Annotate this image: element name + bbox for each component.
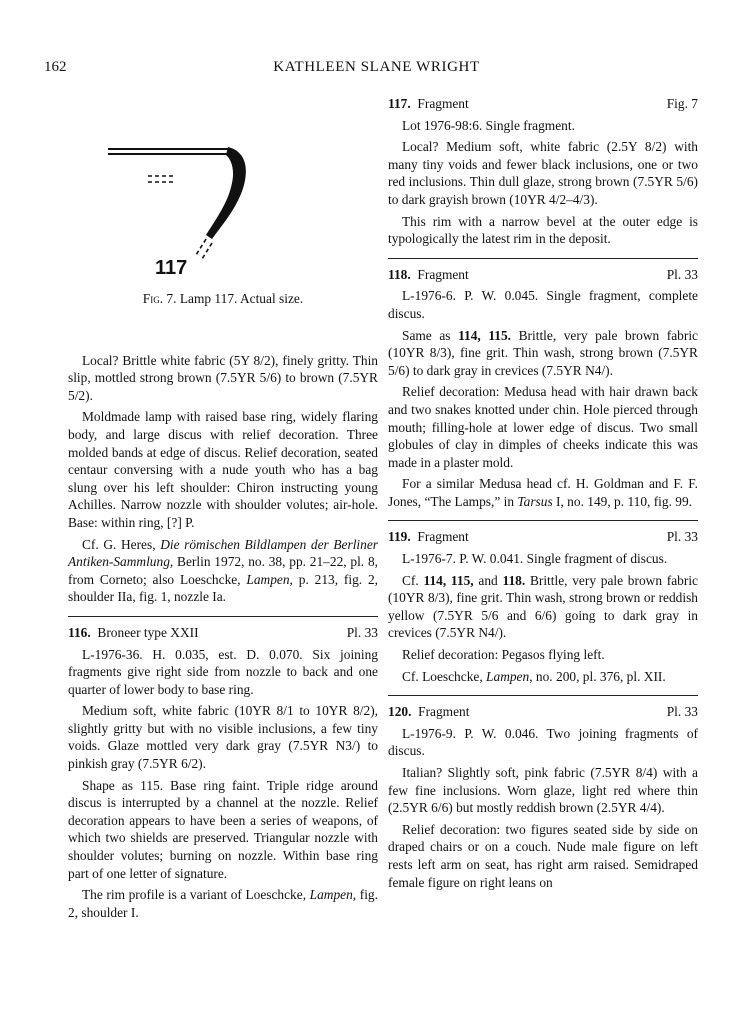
left-column — [68, 95, 378, 925]
entry-title: Fragment — [417, 529, 469, 545]
entry-divider — [388, 695, 698, 696]
entry-title: Fragment — [418, 704, 470, 720]
entry-number: 116. — [68, 624, 91, 640]
entry-number: 119. — [388, 529, 411, 545]
running-title: KATHLEEN SLANE WRIGHT — [273, 59, 480, 75]
lamp-profile-drawing — [108, 135, 248, 275]
entry-116-heading — [68, 624, 378, 642]
entry-120-inventory: L-1976-9. P. W. 0.046. Two joining fragments of discus. — [388, 725, 698, 759]
entry-118-heading — [388, 266, 698, 284]
entry-plate-ref: Pl. 33 — [666, 704, 698, 720]
entry-number: 117. — [388, 96, 411, 111]
entry-title: Fragment — [417, 96, 469, 111]
entry-title: Fragment — [417, 266, 469, 282]
entry-117-description: Local? Brittle white fabric (5Y 8/2), finely gritty. Thin slip, mottled strong brown (7.5YR 5/6) to brown (7.5YR 5/2). — [68, 352, 378, 403]
entry-plate-ref: Pl. 33 — [666, 266, 698, 282]
figure-number-label: 117 — [155, 257, 188, 279]
entry-118-inventory: L-1976-6. P. W. 0.045. Single fragment, complete discus. — [388, 288, 698, 321]
entry-119-heading — [388, 528, 698, 546]
entry-118-fabric: Same as 114, 115. Brittle, very pale brown fabric (10YR 8/3), fine grit. Thin wash, strong brown (7.5YR 5/6) to dark gray in crevices (7.5YR N4/). — [388, 327, 698, 378]
entry-title: Broneer type XXII — [97, 624, 199, 640]
entry-divider — [68, 616, 378, 617]
entry-118-decoration: Relief decoration: Medusa head with hair drawn back and two snakes knotted under chin. Hole pierced through mouth; filling-hole at lower edge of discus. Two small globules of clay in dimples of cheeks indicate this was made in a plaster mold. — [388, 384, 698, 470]
entry-117-lot: Lot 1976-98:6. Single fragment. — [402, 117, 575, 133]
entry-120-decoration: Relief decoration: two figures seated side by side on draped chairs or on a couch. Nude male figure on left rests left arm on seat, has right arm raised. Semidraped female figure on right leans on — [388, 821, 698, 890]
entry-117-decoration: Moldmade lamp with raised base ring, widely flaring body, and large discus with relief decoration. Three molded bands at edge of discus. Relief decoration, seated centaur conversing with a nude youth who has a bag slung over his left shoulder: Chiron instructing young Achilles. Narrow nozzle with shoulder volutes; air-hole. Base: within ring, [?] P. — [68, 409, 378, 530]
entry-117-rim: This rim with a narrow bevel at the outer edge is typologically the latest rim in the deposit. — [388, 213, 698, 247]
entry-plate-ref: Pl. 33 — [666, 529, 698, 545]
entry-118-references: For a similar Medusa head cf. H. Goldman and F. F. Jones, “The Lamps,” in Tarsus I, no. 149, p. 110, fig. 99. — [388, 476, 698, 509]
entry-figure-ref: Fig. 7 — [666, 96, 698, 111]
right-column — [388, 95, 698, 895]
entry-116-rim: The rim profile is a variant of Loeschcke, Lampen, fig. 2, shoulder I. — [68, 887, 378, 920]
entry-116-inventory: L-1976-36. H. 0.035, est. D. 0.070. Six joining fragments give right side from nozzle to back and one quarter of lower body to base ring. — [68, 646, 378, 697]
entry-119-decoration: Relief decoration: Pegasos flying left. — [402, 647, 605, 663]
entry-117-heading — [388, 95, 698, 113]
figure-caption — [68, 290, 378, 308]
entry-117-references: Cf. G. Heres, Die römischen Bildlampen der Berliner Antiken-Sammlung, Berlin 1972, no. 38, pp. 21–22, pl. 8, from Corneto; also Loeschcke, Lampen, p. 213, fig. 2, shoulder IIa, fig. 1, nozzle Ia. — [68, 536, 378, 605]
entry-divider — [388, 258, 698, 259]
figure-7 — [68, 95, 378, 282]
entry-120-fabric: Italian? Slightly soft, pink fabric (7.5YR 8/4) with a few fine inclusions. Worn glaze, light red where thin (2.5YR 6/6) but mostly reddish brown (2.5YR 4/4). — [388, 765, 698, 816]
entry-divider — [388, 520, 698, 521]
entry-117-fabric: Local? Medium soft, white fabric (2.5Y 8/2) with many tiny voids and fewer black inclusions, one or two red inclusions. Thin dull glaze, strong brown (7.5YR 5/6) to dark grayish brown (10YR 4/2–4/3). — [388, 139, 698, 207]
page-number: 162 — [44, 59, 67, 75]
entry-119-fabric: Cf. 114, 115, and 118. Brittle, very pale brown fabric (10YR 8/3), fine grit. Thin wash, strong brown or reddish yellow (7.5YR 5/6 and 6/6) going to dark gray in crevices (7.5YR N4/). — [388, 572, 698, 641]
entry-number: 120. — [388, 704, 412, 720]
entry-119-references: Cf. Loeschcke, Lampen, no. 200, pl. 376, pl. XII. — [402, 668, 666, 684]
entry-plate-ref: Pl. 33 — [346, 624, 378, 640]
entry-number: 118. — [388, 266, 411, 282]
entry-116-fabric: Medium soft, white fabric (10YR 8/1 to 10YR 8/2), slightly gritty but with no visible inclusions, a few tiny voids. Glaze mottled very dark gray (7.5YR N3/) to pinkish gray (7.5YR 6/2). — [68, 703, 378, 772]
entry-116-shape: Shape as 115. Base ring faint. Triple ridge around discus is interrupted by a channel at the nozzle. Relief decoration appears to have been a series of weapons, of which two shields are preserved. Triangular nozzle with shoulder volutes; burning on nozzle. Within base ring part of one letter of signature. — [68, 777, 378, 881]
caption-text: Lamp 117. Actual size. — [179, 291, 304, 306]
caption-prefix: Fig. 7. — [142, 291, 177, 306]
entry-120-heading — [388, 703, 698, 721]
entry-119-inventory: L-1976-7. P. W. 0.041. Single fragment of discus. — [402, 551, 668, 567]
